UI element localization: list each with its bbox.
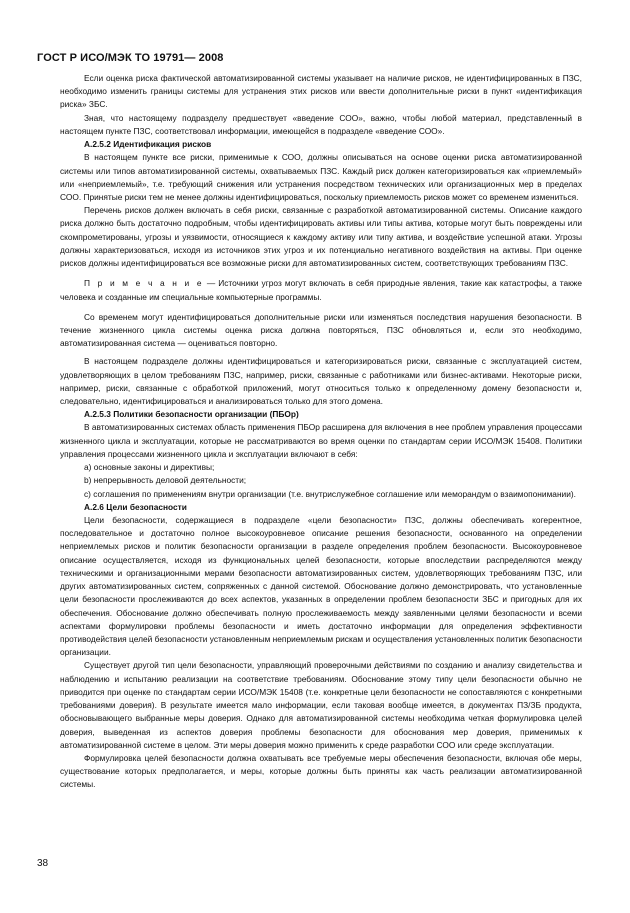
paragraph: Перечень рисков должен включать в себя риски, связанные с разработкой автоматизированной системы. Описание каждого риска должно быть достаточно подробным, чтобы идентифицировать активы или типы актива, которые могут быть повреждены или скомпрометированы, угрозы и уязвимости, относящиеся к каждому активу или типу актива, и воздействие успешной атаки. Угрозы должны характеризоваться, исходя из источников этих угроз и их потенциально негативного воздействия на активы. При оценке рисков должны идентифицироваться все возможные риски для автоматизированных систем, соответствующих требованиям ПЗС. <box>60 205 582 269</box>
paragraph: Зная, что настоящему подразделу предшествует «введение СОО», важно, чтобы любой материал, представленный в настоящем пункте ПЗС, соответствовал информации, имеющейся в подразделе «введение СОО». <box>60 112 582 136</box>
document-header: ГОСТ Р ИСО/МЭК ТО 19791— 2008 <box>37 52 224 64</box>
paragraph: В автоматизированных системах область применения ПБОр расширена для включения в нее проблем управления процессами жизненного цикла и эксплуатации, которые не рассматриваются во время оценки по стандартам серии ИСО/МЭК 15408. Политики управления процессами жизненного цикла и эксплуатации включают в себя: <box>60 422 582 459</box>
paragraph: Существует другой тип цели безопасности, управляющий проверочными действиями по созданию и анализу свидетельства и наблюдению и испытанию реализации на соответствие требованиям. Обоснование этому типу цели безопасности обычно не приводится при оценке по стандартам серии ИСО/МЭК 15408 (т.е. конкретные цели безопасности не сопоставляются с конкретными требованиями доверия). В результате имеется мало информации, если таковая вообще имеется, в документах ПЗ/ЗБ продукта, обосновывающего выбранные меры доверия. Однако для автоматизированной системы необходима четкая формулировка целей доверия, выведенная из аспектов доверия проблемы безопасности для обоснования мер доверия, применимых к автоматизированной системе в целом. Эти меры доверия можно применить к среде разработки СОО или среде эксплуатации. <box>60 660 582 750</box>
note-text: — Источники угроз могут включать в себя природные явления, такие как катастрофы, а также человека и созданные им специальные компьютерные программы. <box>60 278 582 302</box>
section-heading-a26: А.2.6 Цели безопасности <box>84 501 187 512</box>
paragraph: В настоящем подразделе должны идентифицироваться и категоризироваться риски, связанные с эксплуатацией систем, удовлетворяющих в целом требованиям ПЗС, например, риски, связанные с работниками или бизнес-активами. Некоторые риски, например, риски, связанные с обработкой приложений, могут относиться только к определенному домену безопасности и, следовательно, идентифицироваться и анализироваться только для этого домена. <box>60 356 582 407</box>
section-heading-a253: А.2.5.3 Политики безопасности организации (ПБОр) <box>84 409 299 420</box>
paragraph: Цели безопасности, содержащиеся в подразделе «цели безопасности» ПЗС, должны обеспечивать когерентное, последовательное и достаточно полное высокоуровневое описание решения безопасности, основанного на определении неприемлемых рисков и политик безопасности организации в разделе определения проблем безопасности. Высокоуровневое описание осуществляется, исходя из функциональных целей безопасности, которые впоследствии распределяются между техническими и организационными мерами безопасности автоматизированных систем, удовлетворяющих требованиям ПЗС, или других автоматизированных систем, сопряженных с данной системой. Обоснование должно демонстрировать, что установленные цели безопасности прослеживаются до всех аспектов, указанных в определении проблем безопасности ЗБС и пригодных для их обеспечения. Обоснование должно обеспечивать полную прослеживаемость между заявленными целями безопасности и всеми аспектами формулировки проблемы безопасности и иметь достаточно информации для определения эффективности противодействия целей безопасности установленным неприемлемым рискам и осуществления установленных политик безопасности организации. <box>60 515 582 658</box>
paragraph: Если оценка риска фактической автоматизированной системы указывает на наличие рисков, не идентифицированных в ПЗС, необходимо изменить границы системы для устранения этих рисков или ввести дополнительные риски в пункт «идентификация риска» ЗБС. <box>60 73 582 110</box>
note-label: П р и м е ч а н и е <box>84 278 204 289</box>
paragraph: Со временем могут идентифицироваться дополнительные риски или изменяться последствия нарушения безопасности. В течение жизненного цикла системы оценка риска должна повторяться, ПЗС обновляться и, если это необходимо, автоматизированная система — оцениваться повторно. <box>60 311 582 349</box>
list-item: а) основные законы и директивы; <box>84 462 215 473</box>
section-heading-a252: А.2.5.2 Идентификация рисков <box>84 139 212 150</box>
document-body <box>60 72 582 792</box>
list-item: с) соглашения по применениям внутри организации (т.е. внутрислужебное соглашение или меморандум о взаимопонимании). <box>84 488 576 499</box>
paragraph: В настоящем пункте все риски, применимые к СОО, должны описываться на основе оценки риска автоматизированной системы или типов автоматизированной системы, охватываемых ПЗС. Каждый риск должен категоризироваться как «приемлемый» или «неприемлемый», т.е. требующий снижения или устранения посредством технических или организационных мер в пределах СОО. Принятые риски тем не менее должны идентифицироваться, поскольку приемлемость рисков может со временем измениться. <box>60 152 582 202</box>
list-item: b) непрерывность деловой деятельности; <box>84 475 247 486</box>
paragraph: Формулировка целей безопасности должна охватывать все требуемые меры обеспечения безопасности, включая обе меры, существование которых предполагается, и меры, которые должны быть приняты как часть реализации автоматизированной системы. <box>60 752 582 790</box>
note <box>60 277 582 303</box>
page-number: 38 <box>37 858 49 869</box>
